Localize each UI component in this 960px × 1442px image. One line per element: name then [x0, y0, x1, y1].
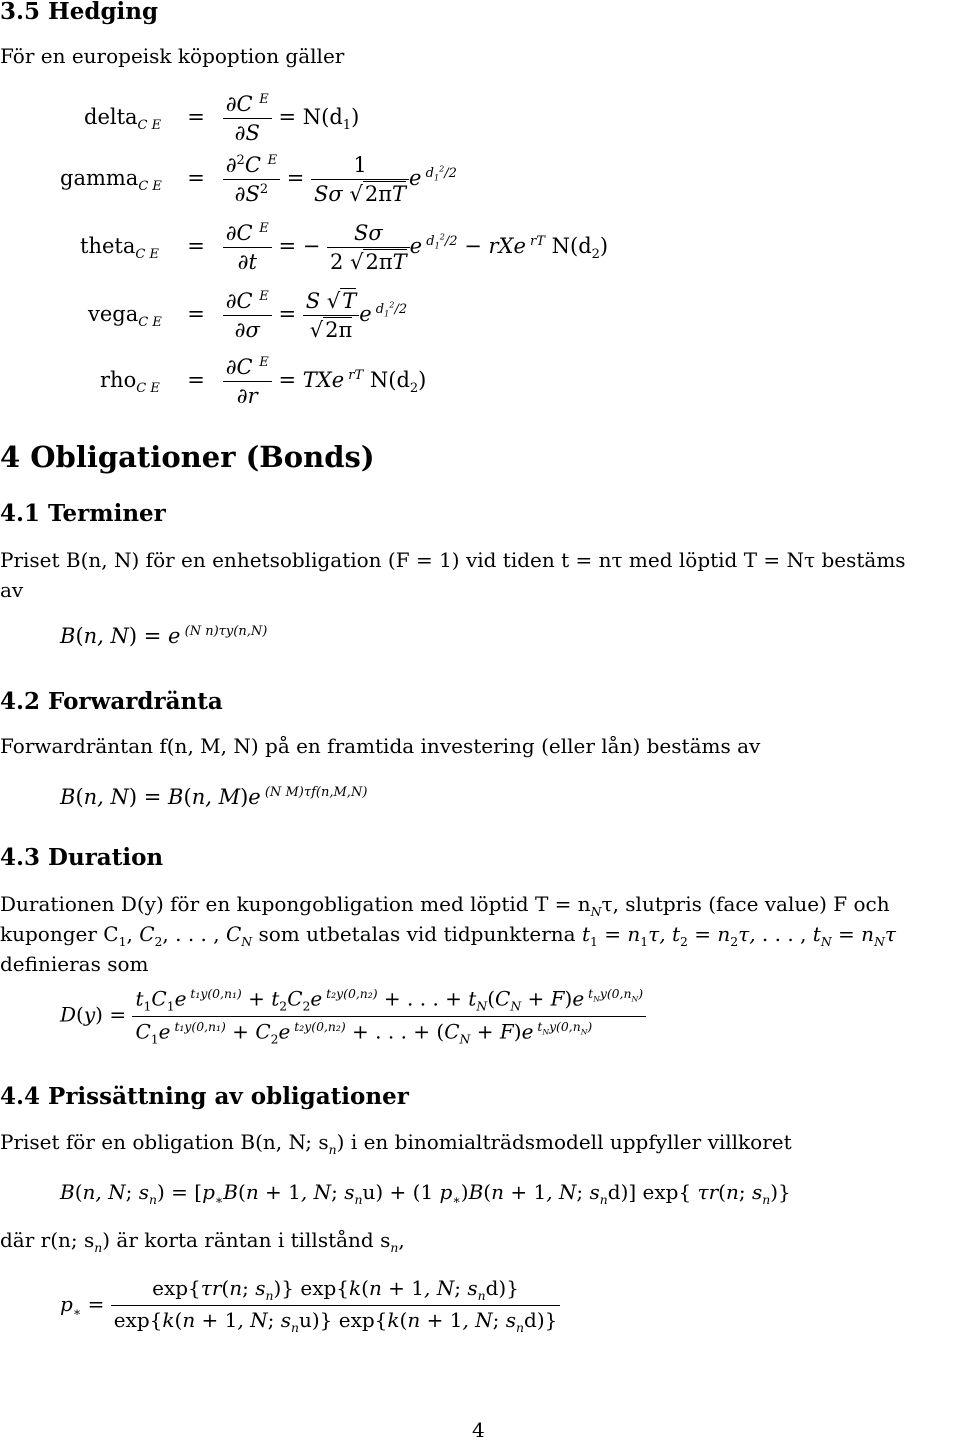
page-number: 4 [472, 1418, 485, 1442]
terminer-text-line2: av [0, 578, 24, 602]
prissattning-text: Priset för en obligation B(n, N; $s_n$) i en binomialträdsmodell uppfyller villkoret [0, 1130, 792, 1157]
forwardranta-text: Forwardräntan f(n, M, N) på en framtida investering (eller lån) bestäms av [0, 734, 761, 758]
equation-binomial-price: B(n, N; $s_n) = [p_∗B(n + 1$, N; $s_nu) + (1$ $p_∗)B(n + 1$, N; $s_nd$)] exp{ τr(n; $s_n$)} [60, 1180, 791, 1207]
equation-forward-rate: B(n, N) = B(n, M)e $^{(N M)\tau f(n,M,N)}$ [60, 785, 368, 809]
section-heading-4-1: 4.1 Terminer [0, 500, 166, 527]
equation-risk-neutral-prob: $p_∗$ = $\frac{\exp\{\tau r(n; s_n)\} \exp\{k(n + 1, N; s_nd)\}}{\exp\{k(n + 1, N; s_nu)\} \exp\{k(n + 1, N; s_nd)\}}$ [60, 1276, 560, 1335]
equation-bond-price: B(n, N) = e $^{(N n)\tau y(n,N)}$ [60, 624, 268, 648]
duration-text-line1: Durationen D(y) för en kupongobligation med löptid $T = n_N\tau$, slutpris (face value) F och [0, 892, 890, 919]
section-heading-4-4: 4.4 Prissättning av obligationer [0, 1083, 409, 1110]
where-text: där r(n; $s_n$) är korta räntan i tillstånd $s_n$, [0, 1228, 405, 1255]
section-heading-3-5: 3.5 Hedging [0, 0, 159, 25]
section-heading-4: 4 Obligationer (Bonds) [0, 440, 375, 474]
section-heading-4-3: 4.3 Duration [0, 844, 164, 871]
hedging-intro: För en europeisk köpoption gäller [0, 44, 345, 68]
equation-theta: theta$_{C E}$ = $\frac{\partial C ^E}{\partial t}$ = − $\frac{S\sigma}{2 √2\pi T}$ e $^{d_1^2/2}$ − rXe $^{rT}$ $N(d_2)$ [80, 221, 609, 274]
equation-rho: rho$_{C E}$ = $\frac{\partial C ^E}{\partial r}$ = TXe $^{rT}$ $N(d_2)$ [100, 355, 427, 408]
duration-text-line2: kuponger $C_1$, $C_2$, . . . , $C_N$ som utbetalas vid tidpunkterna $t_1 = n_1\tau$, $t_2 = n_2\tau$, . . . , $t_N = n_N\tau$ [0, 922, 896, 949]
section-heading-4-2: 4.2 Forwardränta [0, 688, 223, 715]
terminer-text-line1: Priset B(n, N) för en enhetsobligation (F = 1) vid tiden t = nτ med löptid T = Nτ bestäms [0, 548, 906, 572]
equation-duration: D(y) = $t_1C_1e$ $^{t_1y(0,n_1)} + t_2C_2e$ $^{t_2y(0,n_2)}$ + . . . + $t_N(C_N + F)e$ $^{t_Ny(0,n_N)}$ $C_1e$ $^{t_1y(0,n_1)} + C_2e$ $^{t_2y(0,n_2)}$ + . . . + $(C_N + F)e$ $^{t_Ny(0,n_N)}$ [60, 986, 646, 1046]
duration-text-line3: definieras som [0, 952, 149, 976]
equation-vega: vega$_{C E}$ = $\frac{\partial C ^E}{\partial\sigma}$ = $\frac{S √T}{√2\pi}$ e $^{d_1^2/2}$ [88, 289, 408, 342]
equation-gamma: gamma$_{C E}$ = $\frac{\partial^2C ^E}{\partial S^2}$ = $\frac{1}{S\sigma √2\pi T}$ e $^{d_1^2/2}$ [60, 153, 457, 206]
equation-delta: delta$_{C E}$ = $\frac{\partial C ^E}{\partial S}$ = $N(d_1)$ [84, 92, 360, 145]
